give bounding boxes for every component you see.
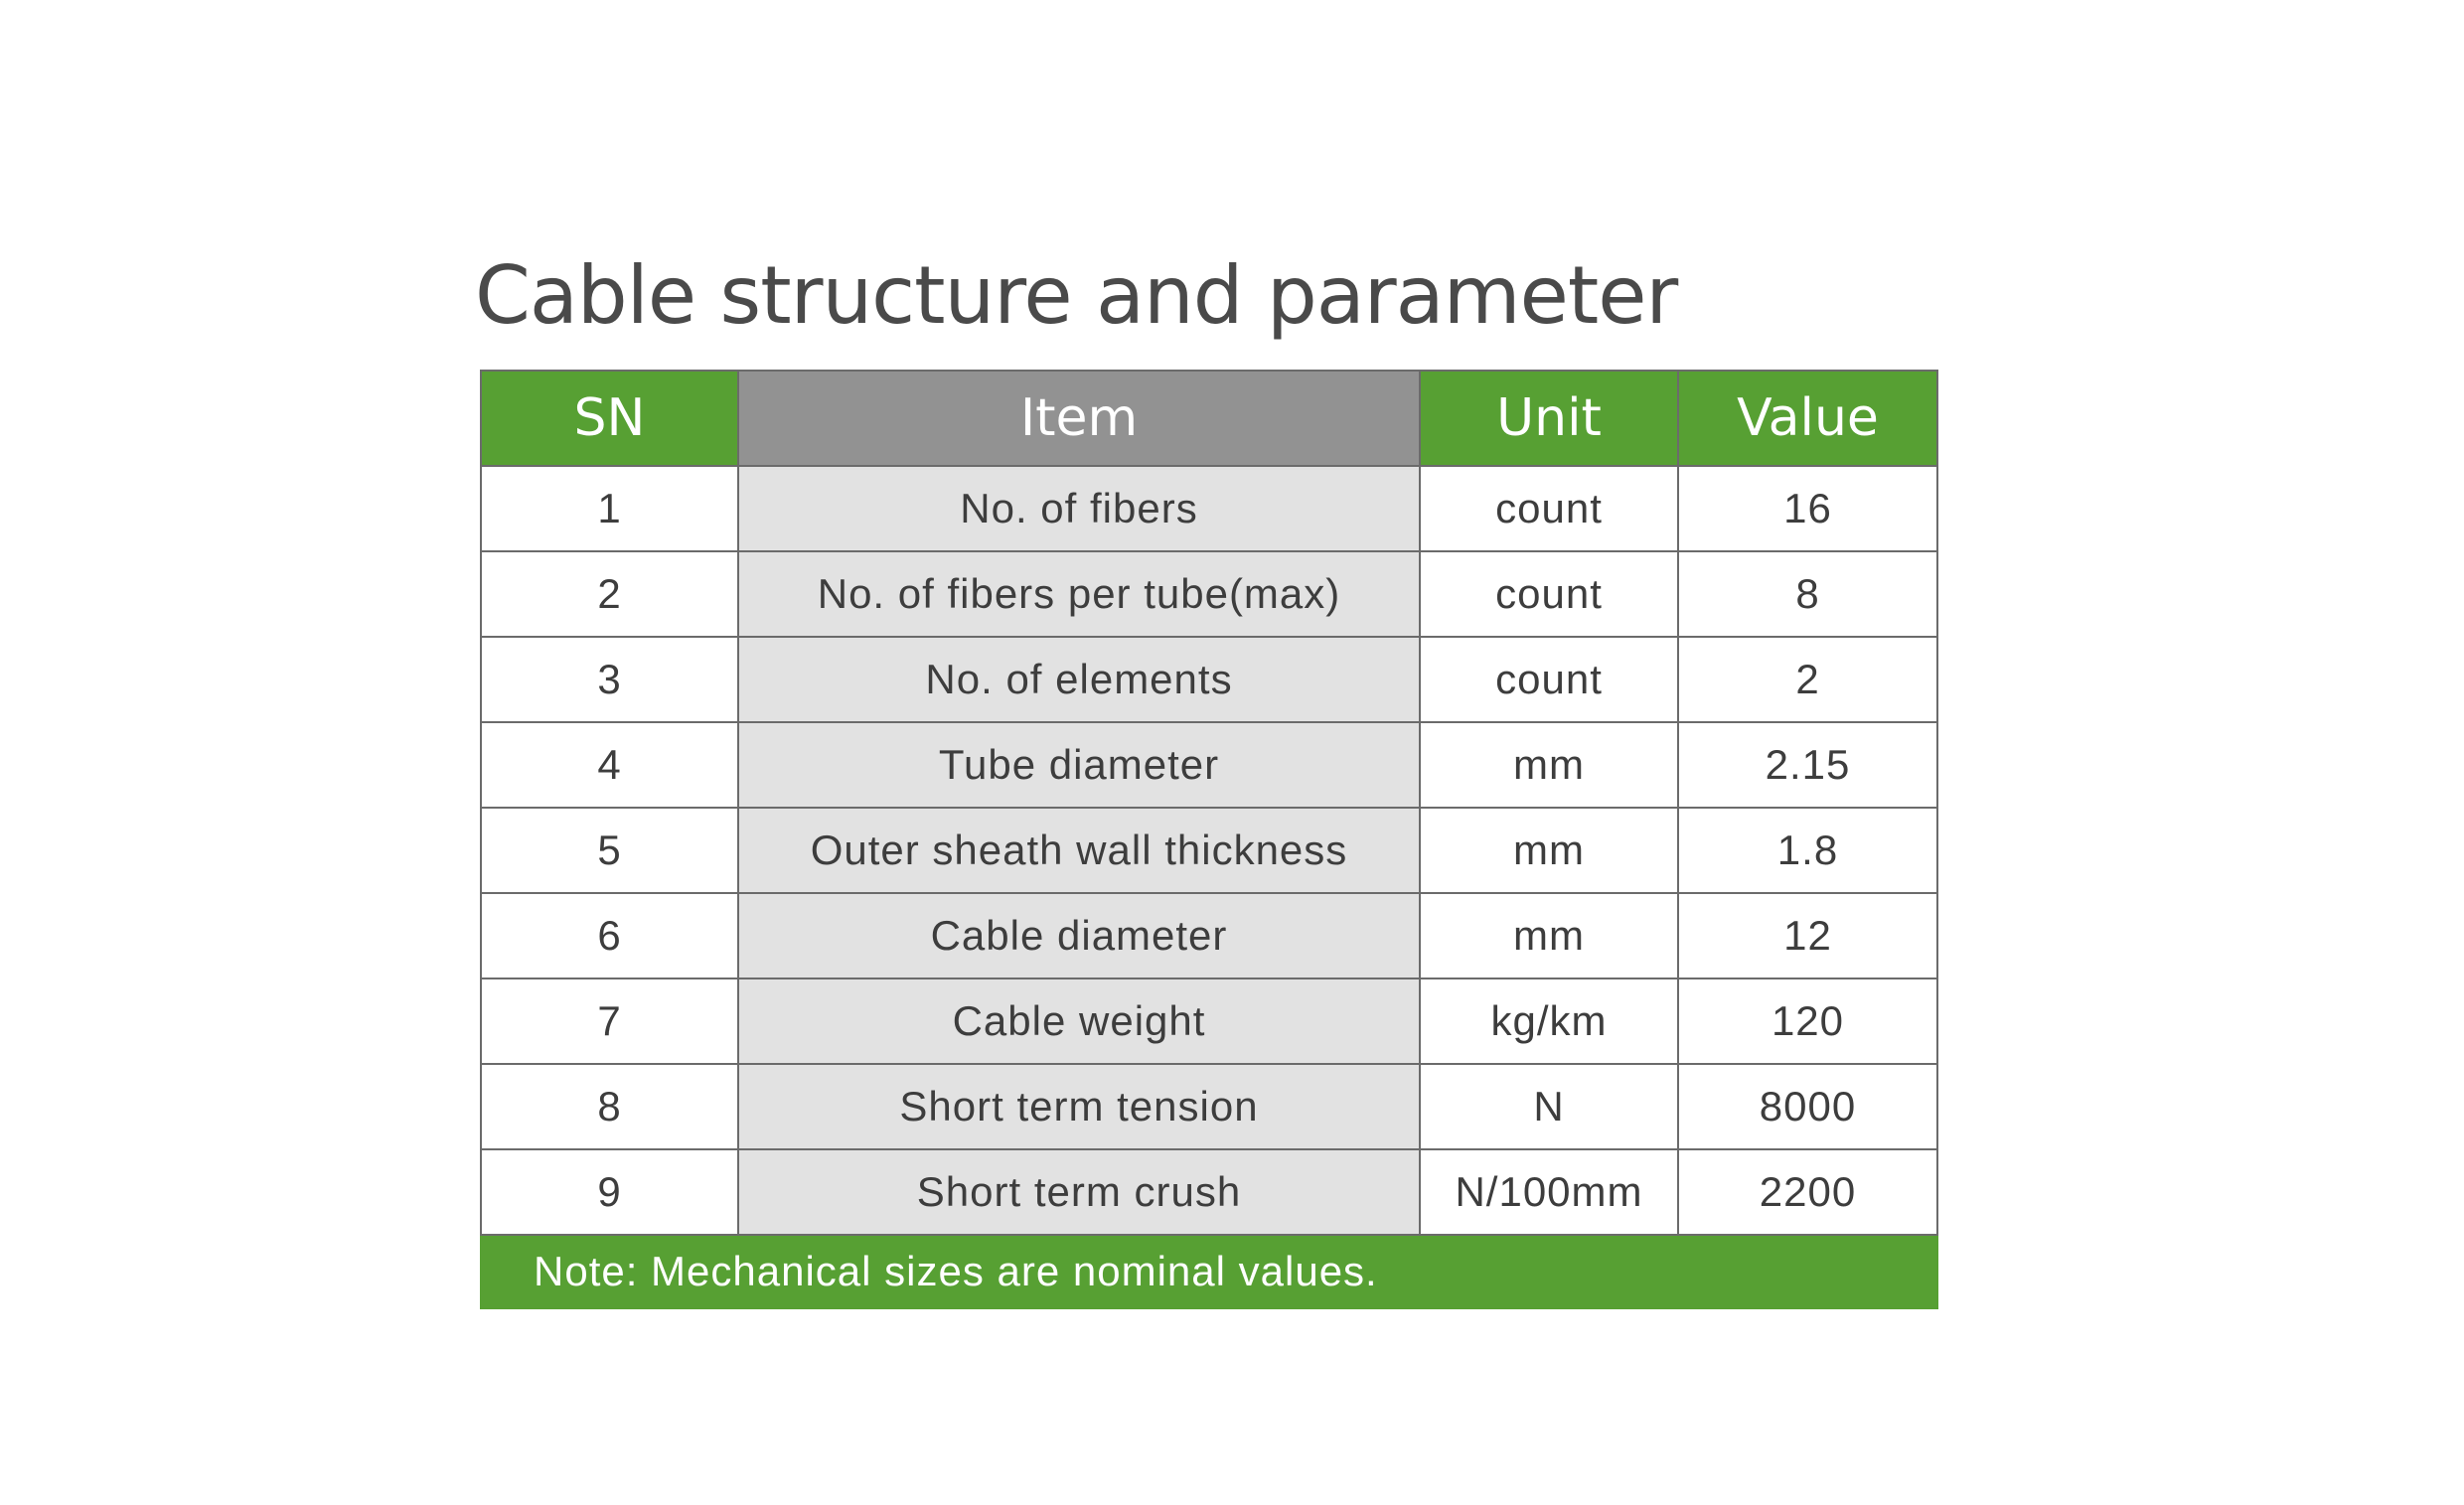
cell-sn: 9 <box>481 1149 738 1235</box>
header-value: Value <box>1678 371 1937 466</box>
table-row <box>481 1064 1937 1149</box>
cell-item: No. of fibers <box>738 466 1420 551</box>
table-row <box>481 978 1937 1064</box>
cell-value: 8000 <box>1678 1064 1937 1149</box>
cable-parameter-table <box>480 370 1938 1309</box>
cell-value: 16 <box>1678 466 1937 551</box>
note-row <box>481 1235 1937 1308</box>
cell-unit: N <box>1420 1064 1678 1149</box>
cell-item: Short term tension <box>738 1064 1420 1149</box>
cell-sn: 5 <box>481 808 738 893</box>
cell-sn: 2 <box>481 551 738 637</box>
table-row <box>481 551 1937 637</box>
cell-unit: mm <box>1420 722 1678 808</box>
cell-item: Cable weight <box>738 978 1420 1064</box>
cell-unit: mm <box>1420 893 1678 978</box>
table-row <box>481 722 1937 808</box>
header-row <box>481 371 1937 466</box>
cell-value: 8 <box>1678 551 1937 637</box>
cell-value: 2.15 <box>1678 722 1937 808</box>
table-row <box>481 1149 1937 1235</box>
cell-sn: 8 <box>481 1064 738 1149</box>
cell-value: 120 <box>1678 978 1937 1064</box>
cell-item: No. of elements <box>738 637 1420 722</box>
header-item: Item <box>738 371 1420 466</box>
cell-value: 2 <box>1678 637 1937 722</box>
cell-value: 1.8 <box>1678 808 1937 893</box>
table-row <box>481 466 1937 551</box>
cell-unit: kg/km <box>1420 978 1678 1064</box>
cell-item: Short term crush <box>738 1149 1420 1235</box>
cell-sn: 3 <box>481 637 738 722</box>
cell-sn: 1 <box>481 466 738 551</box>
cell-item: No. of fibers per tube(max) <box>738 551 1420 637</box>
cell-unit: count <box>1420 466 1678 551</box>
table-header <box>481 371 1937 466</box>
table-row <box>481 808 1937 893</box>
table-row <box>481 637 1937 722</box>
cell-sn: 6 <box>481 893 738 978</box>
cell-item: Outer sheath wall thickness <box>738 808 1420 893</box>
cell-sn: 7 <box>481 978 738 1064</box>
cell-unit: count <box>1420 551 1678 637</box>
cell-value: 12 <box>1678 893 1937 978</box>
page-title: Cable structure and parameter <box>475 249 1678 342</box>
header-sn: SN <box>481 371 738 466</box>
table-row <box>481 893 1937 978</box>
cell-item: Cable diameter <box>738 893 1420 978</box>
header-unit: Unit <box>1420 371 1678 466</box>
table-note: Note: Mechanical sizes are nominal values. <box>481 1235 1937 1308</box>
cell-sn: 4 <box>481 722 738 808</box>
cell-unit: mm <box>1420 808 1678 893</box>
cell-unit: N/100mm <box>1420 1149 1678 1235</box>
cell-value: 2200 <box>1678 1149 1937 1235</box>
cell-item: Tube diameter <box>738 722 1420 808</box>
cell-unit: count <box>1420 637 1678 722</box>
table-body <box>481 466 1937 1308</box>
